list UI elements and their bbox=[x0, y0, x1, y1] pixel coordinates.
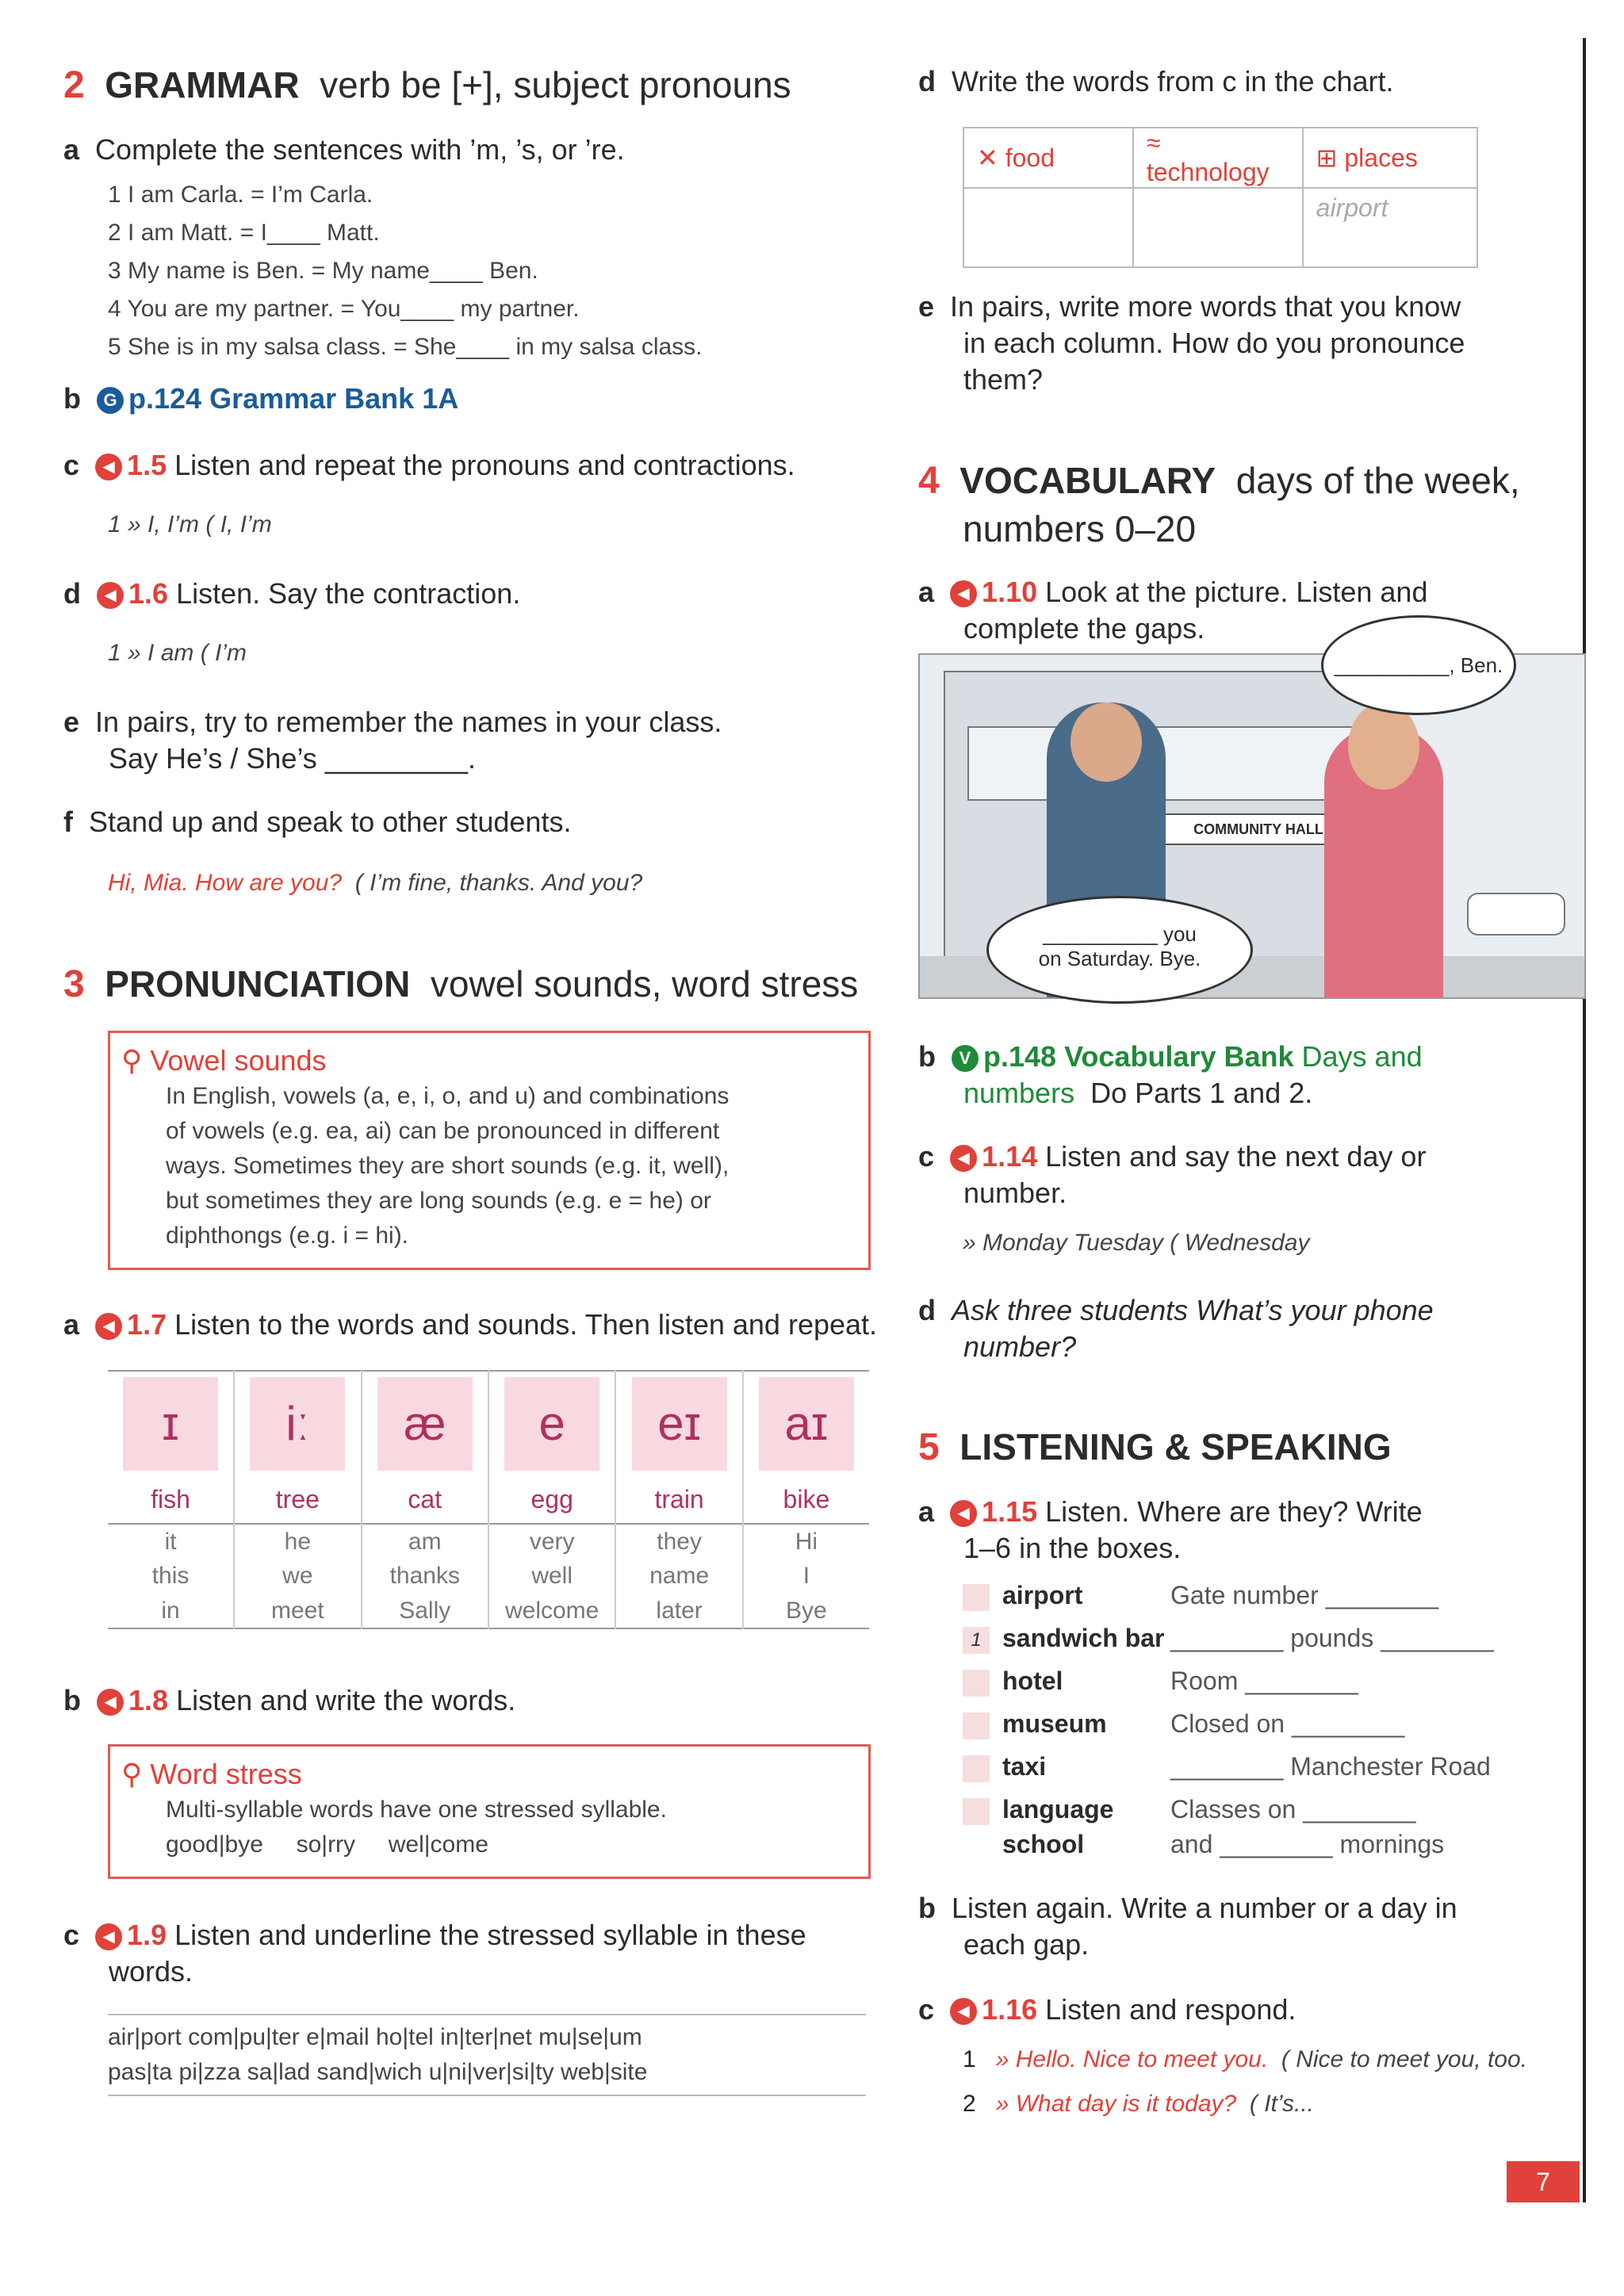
s2a-items: 1 I am Carla. = I’m Carla. 2 I am Matt. = I____ Matt. 3 My name is Ben. = My name____ Ben. 4 You are my partner. = You____ my partner. 5 She is in my salsa class. = She____ in my salsa class. bbox=[108, 182, 703, 360]
page-number: 7 bbox=[1507, 2161, 1580, 2202]
list-item: 1 sandwich bar ________ pounds ________ bbox=[963, 1624, 1565, 1667]
audio-icon[interactable]: ◀ bbox=[97, 582, 124, 609]
list-item: museum Closed on ________ bbox=[963, 1709, 1565, 1752]
audio-icon[interactable]: ◀ bbox=[950, 580, 977, 607]
building-window bbox=[967, 726, 1367, 801]
vowel-sounds-box: ⚲ Vowel sounds In English, vowels (a, e, i, o, and u) and combinations of vowels (e.g. ea, ai) can be pronounced in different ways. Sometimes they are short sounds (e.g. it, well), but sometimes they are long sounds (e.g. e = he) or diphthongs (e.g. i = hi). bbox=[108, 1031, 871, 1270]
fish-sound-picture: ɪ bbox=[123, 1377, 218, 1471]
s2d: d ◀ 1.6 Listen. Say the contraction. bbox=[63, 577, 521, 610]
s2e: e In pairs, try to remember the names in your class. Say He’s / She’s _________. bbox=[63, 706, 722, 775]
train-sound-picture: eɪ bbox=[632, 1377, 727, 1471]
s2c-example: 1 » I, I’m ( I, I’m bbox=[108, 511, 272, 538]
audio-icon[interactable]: ◀ bbox=[950, 1145, 977, 1172]
tree-sound-picture: iː bbox=[250, 1377, 345, 1471]
s3b: b ◀ 1.8 Listen and write the words. bbox=[63, 1684, 516, 1716]
s5a: a ◀ 1.15 Listen. Where are they? Write 1–6 in the boxes. bbox=[918, 1495, 1423, 1564]
s5c: c ◀ 1.16 Listen and respond. bbox=[918, 1993, 1297, 2026]
s4a: a ◀ 1.10 Look at the picture. Listen and complete the gaps. bbox=[918, 576, 1428, 645]
section-2-heading: 2 GRAMMAR verb be [+], subject pronouns bbox=[63, 64, 791, 106]
woman-head bbox=[1348, 702, 1419, 790]
list-item: hotel Room ________ bbox=[963, 1667, 1565, 1709]
audio-icon[interactable]: ◀ bbox=[95, 453, 122, 480]
section-5-heading: 5 LISTENING & SPEAKING bbox=[918, 1426, 1392, 1468]
list-item: airport Gate number ________ bbox=[963, 1581, 1565, 1624]
word-chart: ✕ food ≈ technology ⊞ places airport bbox=[963, 127, 1478, 268]
vowel-box-title: ⚲ Vowel sounds bbox=[121, 1044, 327, 1077]
audio-icon[interactable]: ◀ bbox=[95, 1313, 122, 1340]
stress-box-title: ⚲ Word stress bbox=[121, 1758, 302, 1790]
places-list bbox=[963, 1581, 1565, 1865]
s2f-dialog: Hi, Mia. How are you? ( I’m fine, thanks. And you? bbox=[108, 870, 643, 896]
community-hall-sign: COMMUNITY HALL bbox=[1158, 813, 1359, 845]
list-item: language Classes on ________ bbox=[963, 1795, 1565, 1830]
egg-sound-picture: e bbox=[504, 1377, 599, 1471]
s5c-responses: 1 » Hello. Nice to meet you. ( Nice to meet you, too. 2 » What day is it today? ( It’s... bbox=[963, 2046, 1528, 2117]
s5b: b Listen again. Write a number or a day in each gap. bbox=[918, 1892, 1457, 1961]
page-edge-rule bbox=[1583, 38, 1586, 2202]
s2a: a Complete the sentences with ’m, ’s, or ’re. bbox=[63, 133, 625, 166]
s4b[interactable]: b V p.148 Vocabulary Bank Days and numbers Do Parts 1 and 2. bbox=[918, 1040, 1423, 1109]
word-stress-box: ⚲ Word stress Multi-syllable words have one stressed syllable. good|bye so|rry wel|come bbox=[108, 1744, 871, 1879]
bike-sound-picture: aɪ bbox=[759, 1377, 854, 1471]
s2f: f Stand up and speak to other students. bbox=[63, 806, 572, 838]
sounds-table: ɪ iː æ e eɪ aɪ fish tree cat egg train bike it he am very they Hi this we thanks well name I in meet Sally welcome later Bye bbox=[108, 1370, 869, 1629]
s2b[interactable]: b G p.124 Grammar Bank 1A bbox=[63, 382, 459, 415]
speech-bubble-1: __________, Ben. bbox=[1321, 615, 1516, 715]
s2d-example: 1 » I am ( I’m bbox=[108, 640, 247, 666]
s3a: a ◀ 1.7 Listen to the words and sounds. Then listen and repeat. bbox=[63, 1308, 878, 1341]
audio-icon[interactable]: ◀ bbox=[95, 1923, 122, 1950]
man-head bbox=[1071, 702, 1142, 782]
audio-icon[interactable]: ◀ bbox=[950, 1500, 977, 1527]
s3c: c ◀ 1.9 Listen and underline the stressed syllable in these words. bbox=[63, 1919, 806, 1988]
s4d: d Ask three students What’s your phone number? bbox=[918, 1294, 1434, 1363]
section-3-heading: 3 PRONUNCIATION vowel sounds, word stress bbox=[63, 963, 859, 1005]
s4c: c ◀ 1.14 Listen and say the next day or number. bbox=[918, 1140, 1427, 1209]
cat-sound-picture: æ bbox=[377, 1377, 473, 1471]
audio-icon[interactable]: ◀ bbox=[97, 1689, 124, 1716]
car bbox=[1467, 893, 1565, 936]
list-item: taxi ________ Manchester Road bbox=[963, 1752, 1565, 1795]
speech-bubble-2: __________ you on Saturday. Bye. bbox=[986, 896, 1253, 1004]
section-4-heading: 4 VOCABULARY days of the week, numbers 0–20 bbox=[918, 460, 1520, 549]
list-item: school and ________ mornings bbox=[1002, 1830, 1445, 1858]
s2e-right: e In pairs, write more words that you know in each column. How do you pronounce them? bbox=[918, 290, 1465, 396]
s2c: c ◀ 1.5 Listen and repeat the pronouns and contractions. bbox=[63, 449, 795, 481]
audio-icon[interactable]: ◀ bbox=[950, 1998, 977, 2025]
s2d-right: d Write the words from c in the chart. bbox=[918, 65, 1394, 98]
s4c-example: » Monday Tuesday ( Wednesday bbox=[963, 1230, 1310, 1256]
stress-words: air|port com|pu|ter e|mail ho|tel in|ter|net mu|se|um pas|ta pi|zza sa|lad sand|wich u|ni|ver|si|ty web|site bbox=[108, 2014, 866, 2096]
